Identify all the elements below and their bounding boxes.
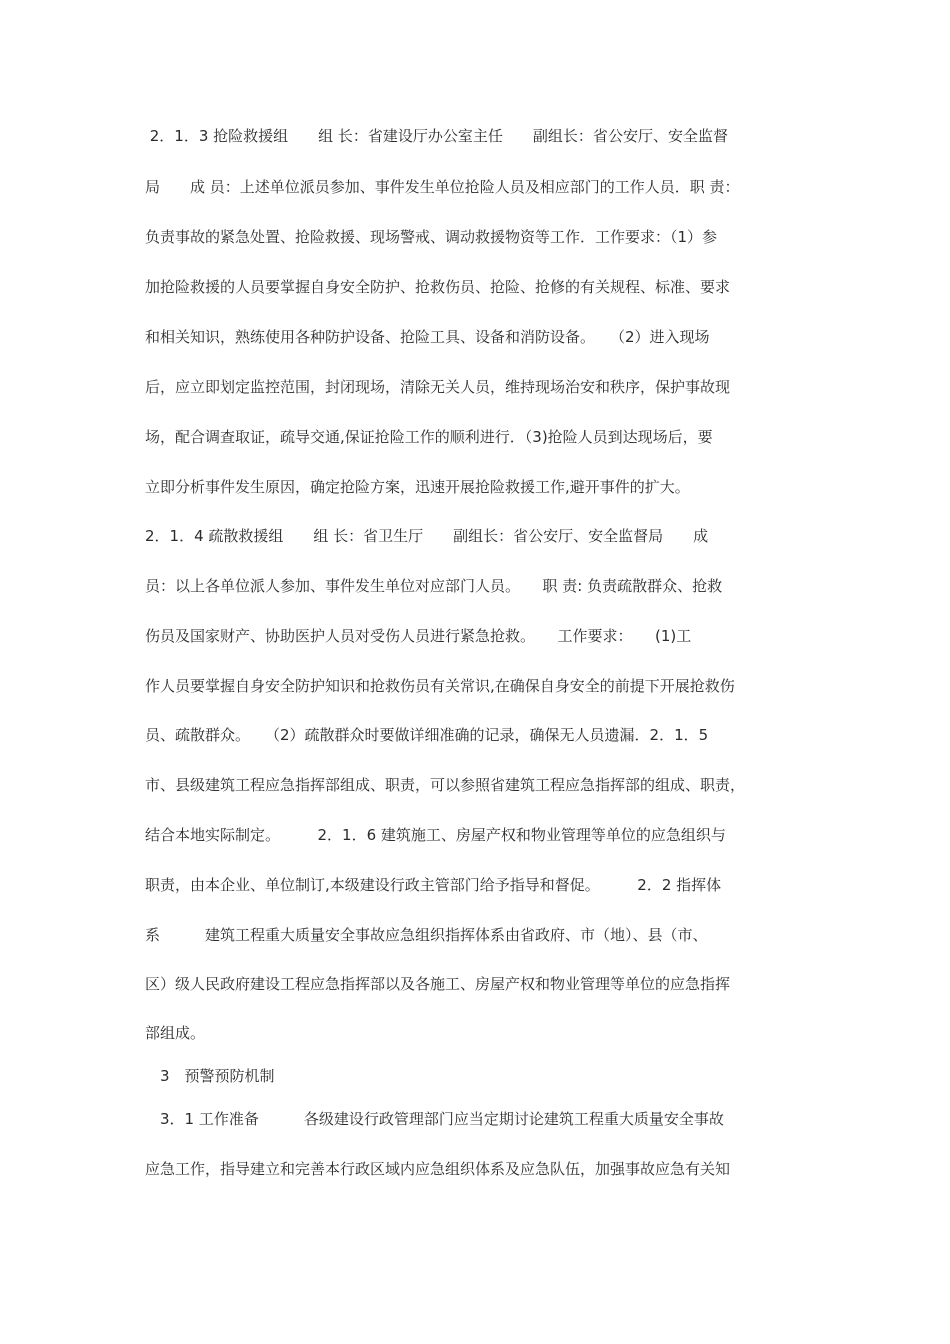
text-line: 和相关知识，熟练使用各种防护设备、抢险工具、设备和消防设备。 （2）进入现场 [145,328,710,346]
text-line: 负责事故的紧急处置、抢险救援、现场警戒、调动救援物资等工作．工作要求：（1）参 [145,228,718,246]
text-line: 系 建筑工程重大质量安全事故应急组织指挥体系由省政府、市（地）、县（市、 [145,926,708,944]
text-line: 应急工作，指导建立和完善本行政区域内应急组织体系及应急队伍，加强事故应急有关知 [145,1160,731,1178]
text-line: 局 成 员：上述单位派员参加、事件发生单位抢险人员及相应部门的工作人员．职 责： [145,178,740,196]
section-heading: 3 预警预防机制 [145,1067,275,1085]
text-line: 结合本地实际制定。 2．1．6 建筑施工、房屋产权和物业管理等单位的应急组织与 [145,826,726,844]
text-line: 后，应立即划定监控范围，封闭现场，清除无关人员，维持现场治安和秩序，保护事故现 [145,378,731,396]
text-line: 市、县级建筑工程应急指挥部组成、职责，可以参照省建筑工程应急指挥部的组成、职责， [145,776,746,794]
text-line: 立即分析事件发生原因，确定抢险方案，迅速开展抢险救援工作,避开事件的扩大。 [145,478,690,496]
text-line: 加抢险救援的人员要掌握自身安全防护、抢救伤员、抢险、抢修的有关规程、标准、要求 [145,278,731,296]
text-line: 场，配合调查取证，疏导交通,保证抢险工作的顺利进行．（3)抢险人员到达现场后，要 [145,428,713,446]
text-line: 2．1．4 疏散救援组 组 长：省卫生厅 副组长：省公安厅、安全监督局 成 [145,527,709,545]
text-line: 员：以上各单位派人参加、事件发生单位对应部门人员。 职 责: 负责疏散群众、抢救 [145,577,723,595]
text-line: 区）级人民政府建设工程应急指挥部以及各施工、房屋产权和物业管理等单位的应急指挥 [145,975,731,993]
text-line: 部组成。 [145,1024,206,1042]
text-line: 职责，由本企业、单位制订,本级建设行政主管部门给予指导和督促。 2．2 指挥体 [145,876,722,894]
text-line: 2．1．3 抢险救援组 组 长：省建设厅办公室主任 副组长：省公安厅、安全监督 [145,127,728,145]
text-line: 3．1 工作准备 各级建设行政管理部门应当定期讨论建筑工程重大质量安全事故 [145,1110,724,1128]
text-line: 作人员要掌握自身安全防护知识和抢救伤员有关常识,在确保自身安全的前提下开展抢救伤 [145,677,735,695]
text-line: 伤员及国家财产、协助医护人员对受伤人员进行紧急抢救。 工作要求： (1)工 [145,627,692,645]
text-line: 员、疏散群众。 （2）疏散群众时要做详细准确的记录，确保无人员遗漏．2．1．5 [145,726,709,744]
